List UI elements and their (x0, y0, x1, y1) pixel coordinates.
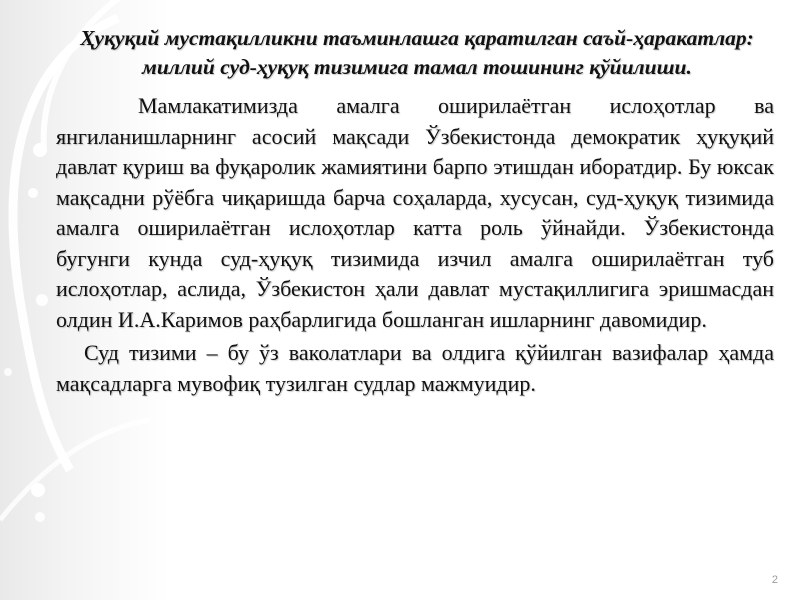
decorative-dot (4, 368, 12, 376)
slide-content (56, 24, 774, 399)
decorative-arc-bottom (0, 420, 150, 520)
body-paragraph: Мамлакатимизда амалга оширилаётган ислоҳотлар ва янгиланишларнинг асосий мақсади Ўзбекистонда демократик ҳуқуқий давлат қуриш ва фуқаролик жамиятини барпо этишдан иборатдир. Бу юксак мақсадни рўёбга чиқаришда барча соҳаларда, хусусан, суд-ҳуқуқ тизимида амалга оширилаётган ислоҳотлар катта роль ўйнайди. Ўзбекистонда бугунги кунда суд-ҳуқуқ тизимида изчил амалга оширилаётган туб ислоҳотлар, аслида, Ўзбекистон ҳали давлат мустақиллигига эришмасдан олдин И.А.Каримов раҳбарлигида бошланган ишларнинг давомидир. (56, 93, 774, 332)
slide-title: Ҳуқуқий мустақилликни таъминлашга қаратилган саъй-ҳаракатлар: миллий суд-ҳуқуқ тизимига тамал тошининг қўйилиши. (80, 26, 754, 79)
decorative-dot (31, 483, 45, 497)
decorative-dot (28, 188, 38, 198)
decorative-dot (36, 294, 48, 306)
decorative-dot (35, 512, 45, 522)
decorative-dot (33, 143, 47, 157)
body-paragraph: Суд тизими – бу ўз ваколатлари ва олдига қўйилган вазифалар ҳамда мақсадларга мувофиқ тузилган судлар мажмуидир. (56, 340, 774, 396)
slide-number: 2 (771, 574, 778, 586)
